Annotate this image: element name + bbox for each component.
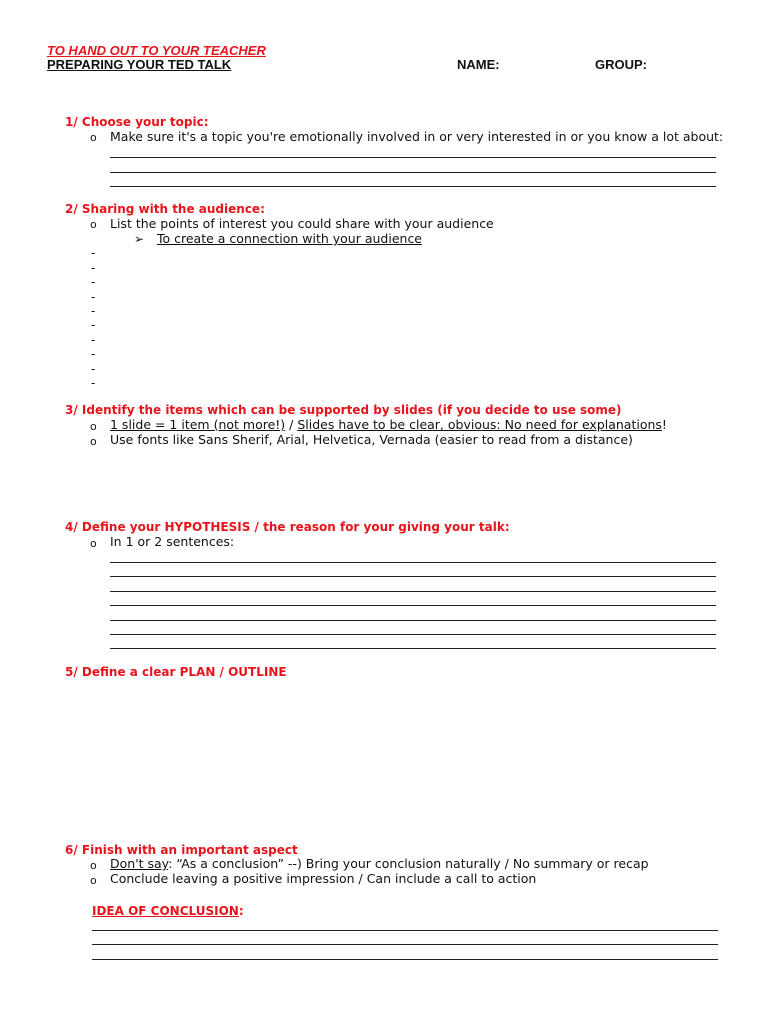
section-3-bullet-2: Use fonts like Sans Sherif, Arial, Helvetica, Vernada (easier to read from a distance): [110, 432, 633, 447]
writing-line: [110, 605, 716, 606]
list-dash: -: [91, 333, 96, 347]
writing-line: [110, 620, 716, 621]
slide-rule-text: 1 slide = 1 item (not more!): [110, 417, 286, 432]
writing-line: [92, 944, 718, 945]
section-4-heading: 4/ Define your HYPOTHESIS / the reason for your giving your talk:: [65, 520, 510, 534]
exclamation-text: !: [661, 417, 667, 432]
writing-line: [110, 186, 716, 187]
conclusion-label-text: IDEA OF CONCLUSION: [92, 904, 239, 918]
group-label: GROUP:: [595, 57, 647, 72]
list-dash: -: [91, 275, 96, 289]
conclusion-label: [92, 904, 244, 918]
conclusion-colon: :: [238, 904, 244, 918]
section-1-bullet: Make sure it's a topic you're emotionally involved in or very interested in or you know a lot about:: [110, 129, 724, 144]
list-dash: -: [91, 318, 96, 332]
writing-line: [110, 576, 716, 577]
section-6-bullet-1: [110, 857, 649, 871]
separator-text: /: [285, 417, 298, 432]
bullet-icon: o: [90, 420, 97, 433]
section-3-bullet-1: [110, 418, 667, 432]
bullet-icon: o: [90, 537, 97, 550]
writing-line: [110, 172, 716, 173]
section-5-heading: 5/ Define a clear PLAN / OUTLINE: [65, 665, 287, 679]
arrow-icon: ➢: [134, 232, 145, 246]
section-1-heading: 1/ Choose your topic:: [65, 115, 209, 129]
list-dash: -: [91, 304, 96, 318]
dont-say-detail: : “As a conclusion” --) Bring your conclusion naturally / No summary or recap: [168, 856, 649, 871]
bullet-icon: o: [90, 218, 97, 231]
section-2-bullet: List the points of interest you could share with your audience: [110, 216, 494, 231]
section-2-sub-bullet: To create a connection with your audience: [157, 231, 423, 246]
section-3-heading: 3/ Identify the items which can be supported by slides (if you decide to use some): [65, 403, 622, 417]
writing-line: [110, 648, 716, 649]
list-dash: -: [91, 246, 96, 260]
section-6-bullet-2: Conclude leaving a positive impression / Can include a call to action: [110, 871, 537, 886]
list-dash: -: [91, 376, 96, 390]
writing-line: [110, 634, 716, 635]
bullet-icon: o: [90, 131, 97, 144]
list-dash: -: [91, 347, 96, 361]
bullet-icon: o: [90, 435, 97, 448]
writing-line: [92, 930, 718, 931]
page-title: PREPARING YOUR TED TALK: [47, 57, 232, 72]
hand-out-notice: TO HAND OUT TO YOUR TEACHER: [47, 43, 266, 58]
section-2-heading: 2/ Sharing with the audience:: [65, 202, 265, 216]
writing-line: [110, 562, 716, 563]
slide-clarity-text: Slides have to be clear, obvious: No need for explanations: [297, 417, 662, 432]
writing-line: [92, 959, 718, 960]
bullet-icon: o: [90, 874, 97, 887]
section-6-heading: 6/ Finish with an important aspect: [65, 843, 298, 857]
bullet-icon: o: [90, 859, 97, 872]
name-label: NAME:: [457, 57, 500, 72]
list-dash: -: [91, 261, 96, 275]
section-4-bullet: In 1 or 2 sentences:: [110, 534, 235, 549]
list-dash: -: [91, 290, 96, 304]
writing-line: [110, 157, 716, 158]
dont-say-text: Don't say: [110, 856, 169, 871]
list-dash: -: [91, 362, 96, 376]
writing-line: [110, 591, 716, 592]
